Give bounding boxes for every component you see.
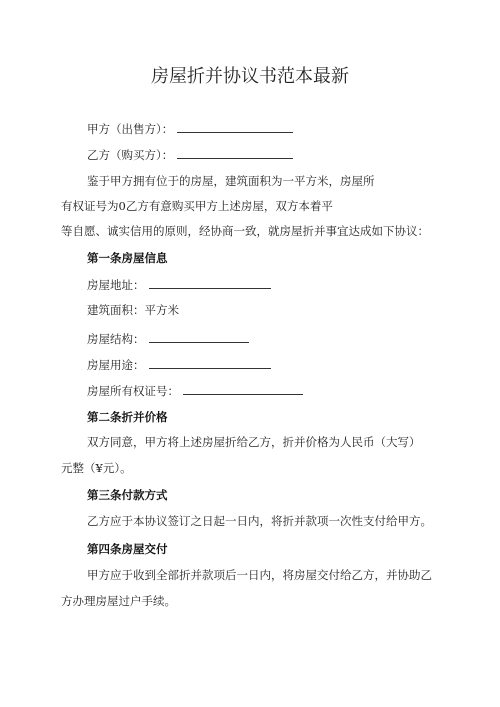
section2-line-1: 双方同意，甲方将上述房屋折给乙方，折并价格为人民币（大写） bbox=[87, 435, 421, 449]
seller-blank bbox=[177, 120, 293, 133]
document-title: 房屋折并协议书范本最新 bbox=[151, 66, 349, 87]
buyer-label: 乙方（购买方）： bbox=[87, 148, 174, 162]
intro-line-3: 等自愿、诚实信用的原则，经协商一致，就房屋折并事宜达成如下协议： bbox=[61, 224, 429, 238]
section3-line-1: 乙方应于本协议签订之日起一日内，将折并款项一次性支付给甲方。 bbox=[87, 514, 432, 528]
section1-heading: 第一条房屋信息 bbox=[87, 251, 168, 265]
usage-label: 房屋用途： bbox=[87, 358, 145, 372]
cert-line bbox=[87, 382, 303, 399]
intro-line-1: 鉴于甲方拥有位于的房屋，建筑面积为一平方米，房屋所 bbox=[87, 174, 375, 188]
section3-heading: 第三条付款方式 bbox=[87, 488, 168, 502]
address-label: 房屋地址： bbox=[87, 278, 145, 292]
usage-blank bbox=[149, 356, 271, 369]
seller-label: 甲方（出售方）： bbox=[87, 122, 174, 136]
cert-blank bbox=[183, 382, 303, 395]
section4-line-1: 甲方应于收到全部折并款项后一日内，将房屋交付给乙方，并协助乙 bbox=[87, 568, 432, 582]
structure-line bbox=[87, 330, 249, 347]
buyer-line bbox=[87, 146, 293, 163]
structure-label: 房屋结构： bbox=[87, 332, 145, 346]
section4-heading: 第四条房屋交付 bbox=[87, 542, 168, 556]
buyer-blank bbox=[177, 146, 293, 159]
usage-line bbox=[87, 356, 271, 373]
intro-line-2: 有权证号为0乙方有意购买甲方上述房屋，双方本着平 bbox=[61, 199, 333, 213]
section4-line-2: 方办理房屋过户手续。 bbox=[61, 594, 176, 608]
structure-blank bbox=[149, 330, 249, 343]
section2-line-2: 元整（¥元）。 bbox=[61, 461, 132, 475]
seller-line bbox=[87, 120, 293, 137]
address-line bbox=[87, 276, 271, 293]
address-blank bbox=[149, 276, 271, 289]
cert-label: 房屋所有权证号： bbox=[87, 384, 179, 398]
area-line: 建筑面积：平方米 bbox=[87, 303, 179, 317]
section2-heading: 第二条折并价格 bbox=[87, 410, 168, 424]
